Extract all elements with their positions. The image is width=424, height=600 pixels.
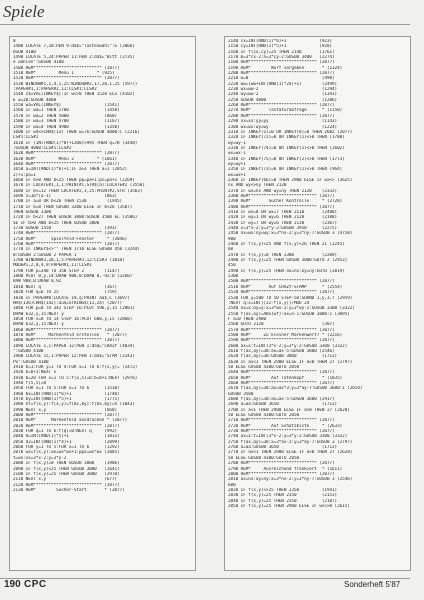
code-line: 2370 IF wx=nx AND wy=ny THEN 2120 (2333)	[228, 188, 338, 194]
code-line: 1810 NEXT q (367)	[13, 284, 118, 290]
code-line: 2840 IF f(x,y)=25 THEN 2350 (2107)	[228, 498, 338, 504]
code-line: ":GOSUB 4100	[13, 348, 44, 354]
code-line: 2470 IF f(x,y)=0 THEN 2300 (2209)	[228, 252, 338, 258]
code-line: 2670 f(ax,ay)=30:ax=ax*3:y=3*ay-7:GOSUB 3600:1 (2654)	[228, 386, 363, 392]
code-line: 1710 IF b=0 THEN GOSUB 3200 ELSE IF b<26 (3507)	[13, 204, 133, 210]
code-line: 1570 IF wa=2 THEN 5000 (860)	[13, 113, 118, 119]
code-line: 450	[228, 263, 236, 269]
code-line: 2300 wx=wx:wy=wy (1224)	[228, 124, 338, 130]
code-line: 1970 by=INT(RND(1)*5)+1 (1775)	[13, 397, 120, 403]
listing-column-left	[9, 36, 196, 571]
code-line: 2110 NEXT x,y (677)	[13, 477, 118, 483]
code-line: 2580 REM* Zu kleiner Markenwert? * (2216)	[228, 332, 343, 338]
code-line: 0:GOSUB 2:GOSUB 2 PAPER 1	[13, 252, 77, 258]
code-line: 2590 REM*************************** (2077)	[228, 338, 335, 344]
code-line: 2300	[228, 274, 239, 280]
code-line: 2720 REM* Auf Schatzkiste * (2633)	[228, 423, 343, 429]
code-line: 2080 IF f(x,y)=0 THEN GOSUB 3000 (1986)	[13, 461, 120, 467]
header-divider	[0, 24, 410, 25]
code-line: 1830 IF PAPER#0:LOCATE 19,q:PRINT aa$,C (3697)	[13, 295, 130, 301]
code-line: 2490 IF f(x,y)=25 THEN ox=nx:oy=ny:GOTO (2819)	[228, 268, 345, 274]
code-line: 2690 a=aa:GOSUB 3650 (1713)	[228, 402, 338, 408]
code-line: 1580 IF wa=3 THEN 4700 (1167)	[13, 119, 120, 125]
code-line: 1920 b=b+1:NEXT x	[13, 370, 57, 376]
code-line: 1730 GOSUB 1550 (393)	[13, 226, 118, 232]
code-line: 2050 d2=INT(RND(1)*4)+1 (2099)	[13, 439, 120, 445]
code-line: 1960 bx=INT(RND(1)*6)+1 (1740)	[13, 391, 120, 397]
code-line: 2820 IF f(x,y)<>25 THEN 2350 (1941)	[228, 487, 338, 493]
code-line: 1600 IF w$<>CHR$(13) THEN w=76:GOSUB 4000:C (2216)	[13, 129, 140, 135]
page-number: 190	[4, 579, 21, 590]
code-line: 1760 REM*************************** (2077)	[13, 242, 120, 248]
code-line: 2130 REM* Sucher-Start * (2077)	[13, 487, 125, 493]
code-line: 1520 REM*************************** (2077)	[13, 76, 120, 82]
code-line: 2210 w=0 (490)	[228, 76, 335, 82]
code-line: 1530 WINDOW#1,1,4,1,25:WINDOW#2,17,20,1,25 (5977)	[13, 81, 138, 87]
code-line: 1640 REM*************************** (2077)	[13, 161, 120, 167]
code-line: THEN GOSUB 3300	[13, 210, 52, 215]
code-line: 1650 a=INT(RND(1)*6)+1:IF a>3 THEN a=1 (2852)	[13, 167, 128, 173]
code-line: DRAW 632,y,15:NEXT y	[13, 322, 64, 328]
listing-column-right	[224, 36, 411, 571]
code-line: OSUB 4100	[13, 49, 36, 55]
code-line: 1890 LOCATE 1,1:PAPER 12:PEN 1:da$="CRAZY (4034)	[13, 343, 135, 349]
code-line: 2650 REM* Auf Totenkopf * (1835)	[228, 375, 343, 381]
code-line: 1900 LOCATE 15,1:PAPER 12:PEN 1:da$="STAM (2243)	[13, 354, 135, 360]
code-line: 2330 IF INKEY(74)=0 OR INKEY(1)<>0 THEN (2602)	[228, 145, 345, 151]
code-line: 2310 IF INKEY(1)=0 OR INKEY(8)=0 THEN 2602 (2077)	[228, 129, 353, 135]
code-line: 2850 IF f(x,y)=25 THEN 2900 ELSE IF ws<>0 (2615)	[228, 503, 350, 509]
code-line: 2040 d=INT(RND(1)*5)+1 (1813)	[13, 434, 120, 440]
code-line: 2060 FOR y=1 TO 5:FOR x=1 TO 6 (1292)	[13, 445, 120, 451]
code-line: 1870 REM* Markenfeld erstellen * (2077)	[13, 332, 128, 338]
code-line: nx AND wy<>ny THEN 2130	[228, 183, 287, 189]
code-line: :PAPER#1,1:PAPER#2,11:CLS#1:CLS#2	[13, 87, 97, 93]
code-line: 1680 IF b<=12 THEN LOCATE#2,1,25:PRINT#2,STR (3563)	[13, 188, 143, 194]
code-line: 1610 IF (INT(RND(1)*8)+1200)>995 THEN q=78 (3448)	[13, 140, 138, 146]
code-line: 1990 NEXT x,y (668)	[13, 407, 118, 413]
code-line: 2350 IF INKEY(73)=0 OR INKEY(1)<>0 THEN (964)	[228, 167, 343, 173]
code-line: 1820 FOR q=6 TO 25 (759)	[13, 290, 118, 296]
code-line: :GOSUB 4000:CLS#1:CLS#2	[13, 145, 72, 151]
code-line: 2290 xx=xx:yy=yy (1143)	[228, 119, 338, 125]
code-line: 2200 REM*************************** (2077)	[228, 71, 335, 77]
code-line: 2700 IF a<1 THEN 2900 ELSE IF a>0 THEN 27 (2628)	[228, 407, 350, 413]
code-line: 1770 IF INKEY$<>"" THEN 1710 ELSE GOSUB 450 (3244)	[13, 247, 140, 253]
code-line: F a=0 THEN 2900	[228, 316, 267, 322]
code-line: 2680 f(ax,ay)=30:ax=ax-5:GOSUB 3600 (2917)	[228, 397, 335, 403]
code-line: 1840 FOR p=8 TO 342 STEP 16:PLOT 596,y,15 (2801)	[13, 306, 135, 312]
section-title: Spiele	[3, 2, 45, 21]
code-line: 1950 FOR x=1 TO 5:FOR x=1 TO 6 (1510)	[13, 386, 120, 392]
code-line: 2770 IF ax<1 THEN 2900 ELSE IF a<0 THEN 27 (2628)	[228, 450, 353, 456]
code-line: 2150 cy=INT(RND(1)*5)+1 (928)	[228, 44, 333, 50]
code-line: 1720 IF b<27 THEN GOSUB 3000:GOSUB 3500 EL (3586)	[13, 215, 138, 221]
code-line: 2640 REM*************************** (2077)	[228, 370, 335, 376]
code-line: 1790 FOR p=348 TO 350 STEP 2 (1147)	[13, 268, 120, 274]
page-footer	[0, 578, 424, 596]
code-line: 900	[228, 236, 236, 242]
code-line: 2730 REM*************************** (2077)	[228, 429, 335, 435]
code-line: 1590 IF wa=4 THEN 4900 (1350)	[13, 124, 120, 130]
issue-label: Sonderheft 5'87	[344, 580, 401, 589]
code-line: 2120 REM*************************** (2077)	[13, 482, 120, 488]
code-line: 2500 REM*************************** (2077)	[228, 279, 335, 285]
code-line: 2250 GOSUB 4000 (1206)	[228, 97, 338, 103]
code-line: 1660 IF b>0 AND b<25 THEN pp=pa+1:pc=pa+1 (2269)	[13, 177, 135, 183]
code-line: 2740 ax=x:t=INT(3*x-2:y=3*y-2:GOSUB 3300 (3322)	[228, 434, 348, 440]
code-line: 2380 REM*************************** (2077)	[228, 193, 335, 199]
code-line: 0	[13, 39, 16, 44]
code-line: GOSUB 3500	[228, 391, 254, 397]
code-line: 1500 REM*************************** (2077)	[13, 65, 120, 71]
code-line: 1550 wa=VAL(INKEY$) (1541)	[13, 103, 120, 109]
code-line: 1510 REM* Menü 1 * (925)	[13, 71, 115, 77]
code-line: 1940 f(5,5)=0	[13, 381, 46, 386]
code-line: 2230 wx=ww-2 (1294)	[228, 87, 338, 93]
code-line: 1670 IF LOCATE#1,1,1:PRINT#1,STR$(a):LOCATE#2 (3558)	[13, 183, 145, 189]
code-line: 2320 IF INKEY(72)=0 OR INKEY(1)<>0 THEN (1780)	[228, 135, 345, 141]
code-line: 1630 REM* Menü 2 * (1661)	[13, 156, 118, 162]
code-line: 2620 f(ax,ay)=30:GOSUB 3800 (1713)	[228, 354, 338, 360]
code-line: 2400 REM*************************** (2077)	[228, 204, 335, 210]
code-line: 1850 FOR x=8 TO 14 STEP 16:PLOT 600,y,15 (2868)	[13, 316, 133, 322]
code-line: 1780 WINDOW#3,20,1,5:PAPER#3,12:CLS#3 (3818)	[13, 258, 125, 264]
code-line: 2570 REM*************************** (2077)	[228, 327, 335, 333]
code-line: 2800 REM*************************** (2077)	[228, 471, 335, 477]
code-line: 2410 IF wx=0 OR wx=7 THEN 2110 (2480)	[228, 210, 338, 215]
code-line: 1930 b=20 FOR x=1 TO 5:f(x,5)=b:b=b+1:NEXT (2976)	[13, 375, 138, 381]
code-line: SE IF b>0 AND b<25 THEN GOSUB 3000	[13, 220, 100, 226]
code-line: 2480 IF f(x,y)=25 THEN GOSUB 3000:GOTO 2 (2953)	[228, 258, 348, 264]
code-line: 1490 LOCATE 5,24:PAPER 11:PEN 2:da$="Bitt (2735)	[13, 55, 135, 61]
code-line: 1980 hf=f(x,y):f(x,y)=f(bx,by):f(bx,by)=h (1843)	[13, 402, 135, 408]
code-line: 2090 IF f(x,y)<25 THEN GOSUB 3000 (2641)	[13, 466, 120, 472]
code-line: 2140 cx=INT(RND(1)*6)+1 (923)	[228, 39, 333, 44]
code-line: 2660 REM*************************** (2077)	[228, 381, 335, 386]
code-line: 2550 f(ox,oy)=ABS(wf):ox=n-1:GOSUB 3800:1 (3095)	[228, 311, 350, 317]
code-line: wx=wx-1	[228, 151, 246, 157]
code-line: 2440 x=3*x-2:y=3*y-2:GOSUB 3950 (2275)	[228, 226, 338, 232]
code-line: 1750 REM* Spielfeld-Fenster * (2046)	[13, 236, 128, 242]
code-line: 1700 IF a=0 OR b<26 THEN 1530 (1945)	[13, 199, 123, 205]
code-line: 50 ELSE GOSUB 4300:GOTO 2050	[228, 413, 300, 419]
code-line: 2340 IF INKEY(75)=0 OR INKEY(2)<>0 THEN (1773)	[228, 156, 345, 162]
code-line: :NEXT q:x=INT((22-f(x,y))/MOD 24	[228, 300, 310, 306]
page-header	[0, 0, 424, 30]
code-line: 2270 REM* Tastaturabfrage * (1150)	[228, 108, 343, 114]
code-line: 1880 REM*************************** (2077)	[13, 338, 120, 344]
code-line: 2510 REM* Auf CRAZY-STAMP * (2554)	[228, 284, 343, 290]
code-line: 2530 FOR y=500 TO 50 STEP-50:SOUND 1,y,3,7 (2959)	[228, 295, 353, 301]
code-line: 2710 REM*************************** (2077)	[228, 418, 335, 424]
code-line: 2540 ox=x:oy=y:x=3*wx-2:y=3*wy-2:GOSUB 3300 (3322)	[228, 306, 355, 312]
code-line: wy=wy-1	[228, 140, 246, 146]
code-line: 1480 LOCATE 7,20:PEN 9:da$="Tastenwahl":G (2066)	[13, 44, 135, 50]
code-line: 50 ELSE GOSUB 4300:GOTO 2050	[228, 455, 300, 461]
code-line: 600	[228, 482, 236, 488]
code-line: 2280 REM*************************** (2077)	[228, 113, 335, 119]
code-line: 2830 IF f(x,y)=25 THEN 2350 (2153)	[228, 493, 338, 499]
code-line: 2790 REM* Ausreichend frankiert * (1611)	[228, 466, 343, 472]
code-line: 2000 REM*************************** (2077)	[13, 413, 120, 419]
code-line: 2030 FOR q=1 TO 6:f(q)=0:NEXT q (992)	[13, 429, 118, 435]
code-line: LS#1:CLS#2	[13, 135, 39, 141]
code-line: 2600 ax=x:t=INT(3*x-2:y=3*y-2:GOSUB 3300 (3322)	[228, 343, 348, 349]
code-line: 2070 wx=f(x,y):wx=wx*wx+1:ppx=wx*wx (2085)	[13, 450, 120, 456]
code-line: 2240 wy=ww-2 (1343)	[228, 92, 338, 98]
code-line: 2010 REM* Markenfeld ausdrucken * (2077)	[13, 418, 128, 424]
code-line: 50 ELSE GOSUB 4300:GOTO 2050	[228, 364, 300, 370]
code-line: 2430 IF wy=7 OR wy=6 THEN 2130 (2367)	[228, 220, 338, 226]
code-line: HR$(136)CHR$(142):au$=STRING$(11,24) (2077)	[13, 300, 123, 306]
code-line: 2750 f(ax,ay)=30:x=3*ax-2:y=3*ay-7:GOSUB 3 (2797)	[228, 439, 353, 445]
code-line: 2520 REM*************************** (2077)	[228, 290, 335, 296]
code-line: DRAW 632,y,15:NEXT y	[13, 311, 64, 317]
code-line: 1560 IF wa=1 THEN 1700 (1458)	[13, 108, 120, 114]
code-line: 2760 a=aa:GOSUB 3650 (1713)	[228, 445, 338, 451]
code-line: 2)+1:pa=1	[13, 172, 36, 178]
code-line: 2390 REM* Sucher Kontrolle * (2728)	[228, 199, 343, 205]
code-line: 2780 REM*************************** (2077)	[228, 461, 335, 467]
code-line: 2190 REM* Wurf vorgeben * (1324)	[228, 65, 343, 71]
code-line: 2450 nx=wx:ny=wy:x=3*nx-2:y=3*ny-7:GOSUB 3 (4758)	[228, 231, 353, 237]
code-line: 1690 z=16*(a-1) (863)	[13, 193, 118, 199]
code-line: RAW 988,0:DRAW 0,92	[13, 279, 62, 285]
code-line: 2360 IF INKEY(66)=0 THEN 2900 ELSE IF wx<> (3625)	[228, 177, 353, 183]
code-line: 2020 REM*************************** (2077)	[13, 423, 120, 429]
code-line: 2170 m=3*cx-2:n=3*cy-2:GOSUB 3400 (2274)	[228, 55, 335, 61]
code-line: 1540 z$=VAL(INKEY$):IF w<>0 THEN 1520 ELS (4102)	[13, 92, 135, 98]
code-line: 2100 IF f(x,y)=25 THEN GOSUB 3000 (2970)	[13, 471, 120, 477]
code-line: 2220 ww=(ww+INT(RND(1)*24)+1) (2499)	[228, 81, 338, 87]
code-line: E w=20:GOSUB 4000	[13, 97, 57, 103]
code-line: wy=wy+1	[228, 161, 246, 167]
magazine-brand: CPC	[24, 579, 47, 590]
code-line: e wählen":GOSUB 4100	[13, 60, 64, 66]
code-line: MODE#1,2,0,4,9:PAPER#1,11:CLS#1	[13, 263, 92, 269]
code-line: 1740 REM*************************** (2077)	[13, 231, 120, 237]
code-line: 2260 REM*************************** (2077)	[228, 103, 335, 109]
code-line: t=wx:xx=3*x-2:y=3*y-2	[13, 455, 67, 461]
code-line: 1860 REM*************************** (2077)	[13, 327, 120, 333]
code-line: 2610 f(ax,ay)=30:ax=ax-5:GOSUB 3800 (2546)	[228, 348, 335, 354]
code-line: wx=wx+1	[228, 172, 246, 178]
footer-divider	[0, 578, 410, 579]
code-line: 2460 IF f(x,y)<25 AND f(x,y)<26 THEN 21 (2245)	[228, 242, 345, 248]
code-line: 2810 ax=nx:ay=ny:x=3*nx-2:y=3*ny-7:GOSUB 3 (2546)	[228, 477, 353, 483]
code-line: 2160 IF f(cx,cy)=25 THEN 2140 (1761)	[228, 49, 335, 55]
code-line: 60	[228, 247, 234, 253]
code-line: 1800 PLOT 0,y,14:DRAW 988,0:DRAW 0,-92:D (3260)	[13, 274, 133, 280]
code-line: 2180 REM*************************** (2077)	[228, 60, 335, 66]
code-line: 1910 b=1:FOR y=1 TO 4:FOR x=1 TO 6:f(x,y)= (1472)	[13, 364, 138, 370]
code-line: 1620 REM*************************** (2077)	[13, 151, 120, 157]
code-line: 2420 IF wy=1 OR wy=6 THEN 2120 (2188)	[228, 215, 338, 221]
code-line: 2630 IF ax<1 THEN 2900 ELSE IF a<0 THEN 27 (2797)	[228, 359, 353, 365]
code-line: 2560 GOTO 2120 (307)	[228, 322, 335, 328]
code-line: PS":GOSUB 4100	[13, 359, 49, 365]
